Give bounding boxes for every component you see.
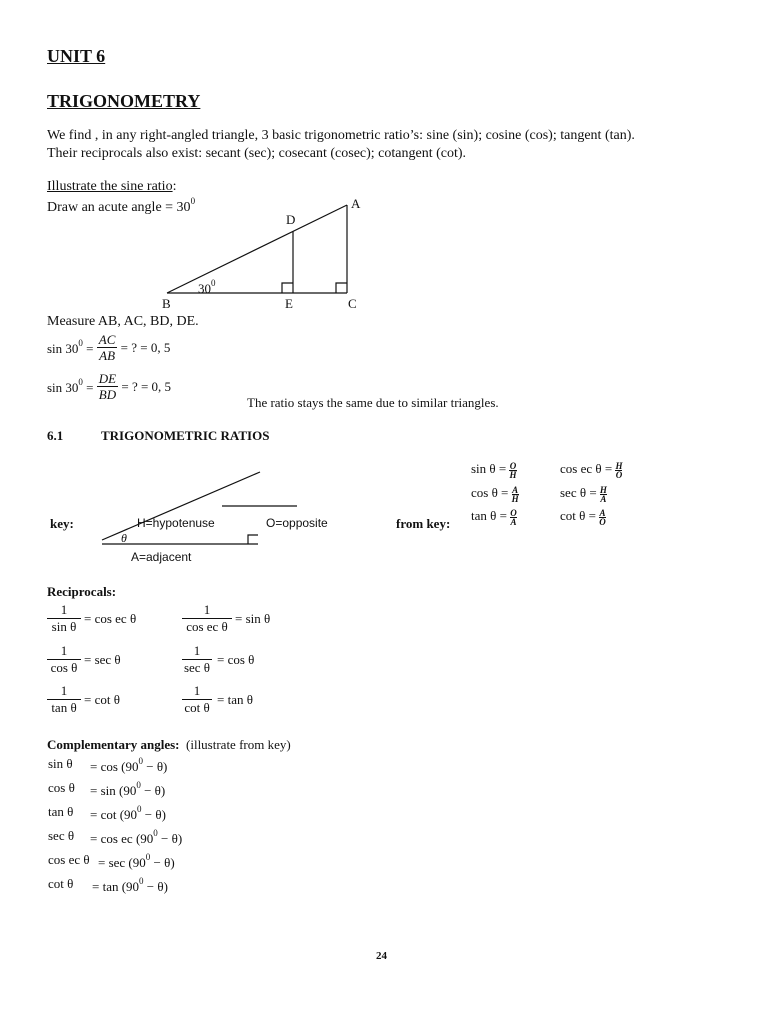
ratio-sec-num: H (599, 484, 607, 495)
sin-eq1-lhs: sin 30 (47, 341, 79, 356)
comp-3-rhs-b: − θ) (141, 807, 166, 822)
key-opposite-label: O=opposite (266, 516, 328, 530)
comp-1-degree: 0 (138, 756, 143, 766)
ratio-cosec-den: O (615, 469, 623, 480)
vertex-d-label: D (286, 212, 296, 227)
comp-6-rhs-b: − θ) (143, 879, 168, 894)
section-number: 6.1 (47, 428, 64, 443)
ratio-tan-num: O (510, 507, 517, 518)
comp-4-lhs: sec θ (48, 828, 75, 843)
key-right-angle (248, 535, 258, 544)
sine-equation-1 (47, 332, 170, 363)
recip-5-den: tan θ (47, 699, 81, 716)
comp-6-rhs (92, 876, 168, 895)
comp-5-rhs-a: = sec (90 (98, 855, 146, 870)
ratio-cot-lhs: cot θ = (560, 508, 596, 523)
right-angle-c (336, 283, 347, 293)
ratio-cosec (560, 461, 622, 479)
comp-4-rhs-a: = cos ec (90 (90, 831, 154, 846)
sin-eq2-rhs: = ? = 0, 5 (121, 378, 172, 394)
vertex-a-label: A (351, 196, 361, 211)
illustrate-colon: : (172, 179, 177, 194)
sine-equation-2 (47, 371, 171, 402)
recip-5-rhs: = cot θ (84, 692, 120, 707)
recip-3-fraction (47, 643, 81, 676)
ratio-cosec-num: H (615, 460, 623, 471)
hypotenuse-line-ba (167, 205, 347, 293)
ratio-sin-num: O (509, 460, 517, 471)
comp-2-rhs-b: − θ) (140, 783, 166, 798)
right-angle-e (282, 283, 293, 293)
ratio-cot-den: O (599, 516, 606, 527)
recip-6-fraction (182, 683, 212, 716)
sin-eq1-rhs: = ? = 0, 5 (120, 339, 171, 355)
recip-3-num: 1 (60, 643, 68, 658)
ratio-tan (471, 508, 517, 526)
ratio-sec-den: A (600, 493, 607, 504)
recip-5-fraction (47, 683, 81, 716)
comp-6-degree: 0 (139, 876, 144, 886)
vertex-b-label: B (162, 296, 171, 311)
angle-value: 30 (198, 281, 211, 296)
comp-1-rhs-b: − θ) (143, 759, 168, 774)
recip-2-den: cos ec θ (182, 618, 232, 635)
comp-1-rhs (90, 756, 167, 775)
sin-eq2-lhs: sin 30 (47, 380, 79, 395)
ratio-sin-lhs: sin θ = (471, 461, 507, 476)
sin-eq1-numerator: AC (98, 332, 116, 347)
sin-eq1-denominator: AB (99, 348, 116, 363)
comp-2-rhs-a: = sin (90 (90, 783, 137, 798)
comp-1-rhs-a: = cos (90 (90, 759, 139, 774)
comp-5-lhs: cos ec θ (48, 852, 90, 867)
key-hypotenuse-label: H=hypotenuse (137, 516, 215, 530)
recip-2-num: 1 (203, 602, 211, 617)
section-title: TRIGONOMETRIC RATIOS (101, 428, 270, 443)
ratio-sec-lhs: sec θ = (560, 485, 597, 500)
recip-1-num: 1 (60, 602, 68, 617)
recip-6-rhs: = tan θ (217, 692, 253, 707)
ratio-cos-den: H (511, 493, 519, 504)
comp-4-degree: 0 (153, 828, 158, 838)
recip-6-num: 1 (193, 683, 201, 698)
ratio-sin-den: H (509, 469, 517, 480)
similar-triangles-note: The ratio stays the same due to similar triangles. (247, 395, 499, 410)
unit-title: UNIT 6 (47, 46, 106, 66)
sin-eq2-numerator: DE (98, 371, 117, 386)
angle-30-label (198, 278, 216, 297)
comp-5-rhs (98, 852, 175, 871)
ratio-tan-den: A (510, 516, 517, 527)
recip-3-den: cos θ (47, 659, 81, 676)
comp-5-rhs-b: − θ) (150, 855, 175, 870)
ratio-tan-lhs: tan θ = (471, 508, 507, 523)
ratio-sin (471, 461, 517, 479)
recip-4-fraction (182, 643, 212, 676)
recip-2-rhs: = sin θ (235, 611, 271, 626)
ratio-cosec-lhs: cos ec θ = (560, 461, 613, 476)
recip-4-den: sec θ (183, 660, 211, 675)
ratio-sec (560, 485, 607, 503)
comp-4-rhs (90, 828, 182, 847)
angle-degree: 0 (211, 278, 216, 288)
complementary-heading: Complementary angles: (47, 737, 180, 752)
comp-5-degree: 0 (145, 852, 151, 862)
page-number: 24 (376, 950, 387, 962)
ratio-cos-num: A (512, 484, 519, 495)
ratio-cos-lhs: cos θ = (471, 485, 509, 500)
comp-1-lhs: sin θ (48, 756, 73, 771)
comp-6-lhs: cot θ (48, 876, 74, 891)
from-key-label: from key: (396, 516, 451, 531)
comp-2-degree: 0 (136, 780, 141, 790)
sin-eq1-degree: 0 (78, 338, 83, 348)
recip-1-den: sin θ (47, 618, 81, 635)
comp-6-rhs-a: = tan (90 (92, 879, 140, 894)
recip-4-num: 1 (193, 643, 201, 658)
intro-line-2: Their reciprocals also exist: secant (sec); cosecant (cosec); cotangent (cot). (47, 146, 467, 161)
reciprocals-heading: Reciprocals: (47, 584, 117, 599)
comp-3-rhs-a: = cot (90 (90, 807, 138, 822)
key-adjacent-label: A=adjacent (131, 550, 192, 564)
recip-3-rhs: = sec θ (84, 652, 121, 667)
comp-3-lhs: tan θ (48, 804, 74, 819)
comp-3-degree: 0 (137, 804, 142, 814)
illustrate-heading: Illustrate the sine ratio (47, 179, 173, 194)
draw-degree: 0 (190, 196, 196, 206)
ratio-cot-num: A (599, 507, 606, 518)
recip-1-rhs: = cos ec θ (84, 611, 137, 626)
ratio-cos (471, 485, 519, 503)
comp-3-rhs (90, 804, 166, 823)
key-theta-label: θ (121, 531, 127, 545)
recip-2-fraction (182, 602, 232, 635)
sin-eq2-equals: = (82, 380, 94, 395)
comp-4-rhs-b: − θ) (157, 831, 183, 846)
vertex-e-label: E (285, 296, 293, 311)
complementary-heading-row (47, 737, 291, 753)
measure-instruction: Measure AB, AC, BD, DE. (47, 314, 199, 329)
sin-eq2-denominator: BD (98, 387, 117, 402)
sin-eq1-equals: = (82, 341, 94, 356)
recip-6-den: cot θ (182, 699, 212, 716)
recip-5-num: 1 (60, 683, 68, 698)
vertex-c-label: C (348, 296, 357, 311)
sin-eq2-degree: 0 (78, 377, 83, 387)
complementary-note: (illustrate from key) (186, 737, 291, 752)
key-label: key: (50, 516, 74, 531)
comp-2-rhs (90, 780, 165, 799)
intro-line-1: We find , in any right-angled triangle, 3 basic trigonometric ratio’s: sine (sin); cosine (cos); tangent (tan). (47, 128, 635, 143)
topic-title: TRIGONOMETRY (47, 91, 201, 111)
recip-1-fraction (47, 602, 81, 635)
recip-4-rhs: = cos θ (217, 652, 255, 667)
draw-text: Draw an acute angle = 30 (47, 200, 191, 215)
ratio-cot (560, 508, 606, 526)
comp-2-lhs: cos θ (48, 780, 75, 795)
